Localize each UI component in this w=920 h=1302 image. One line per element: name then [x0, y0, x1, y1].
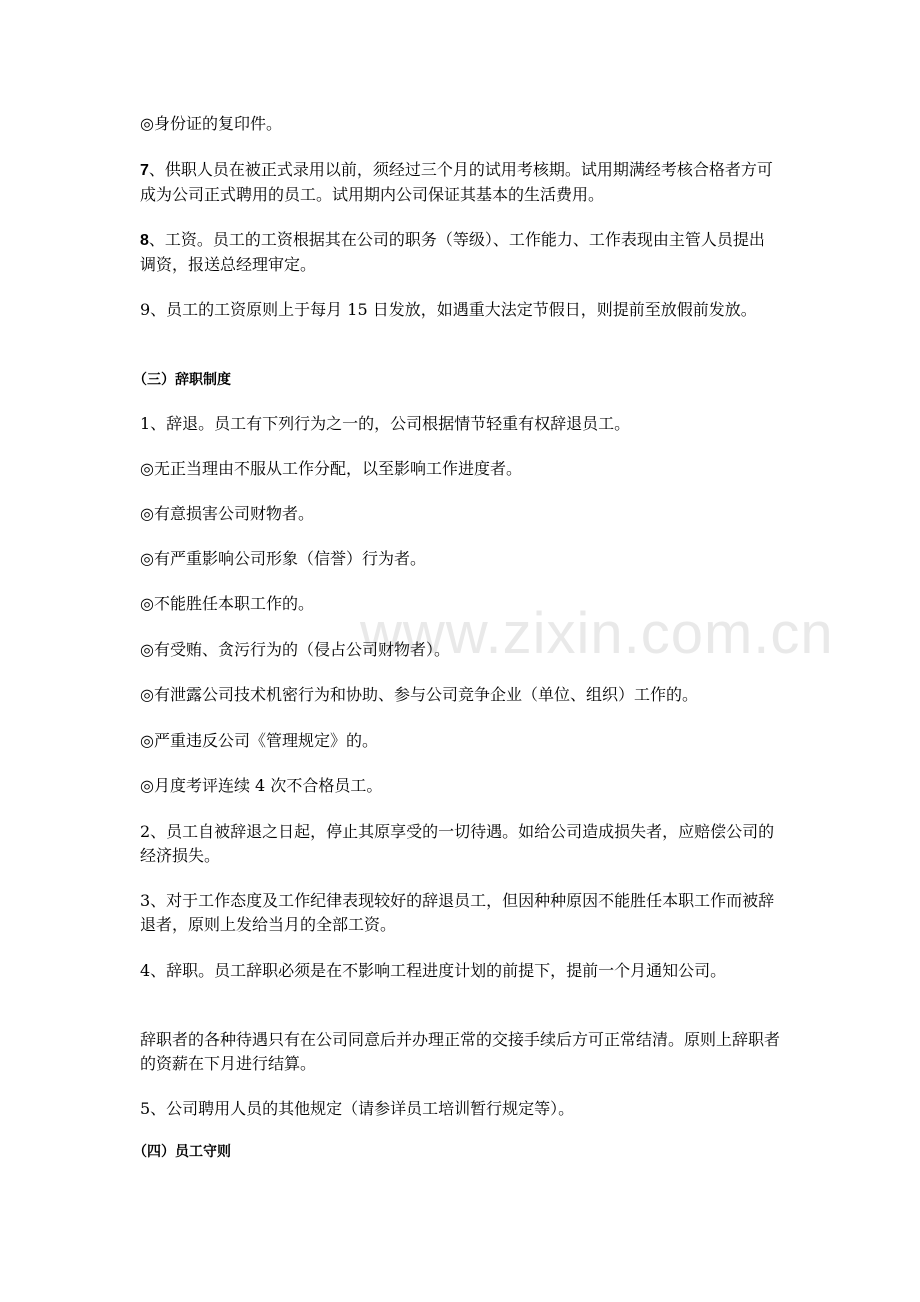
- paragraph-resignation-settlement: 辞职者的各种待遇只有在公司同意后并办理正常的交接手续后方可正常结清。原则上辞职者的资薪在下月进行结算。: [140, 1030, 781, 1073]
- paragraph-7-probation: [140, 158, 780, 207]
- watermark: www.zixin.com.cn: [360, 601, 834, 666]
- paragraph-7-text: 、供职人员在被正式录用以前，须经过三个月的试用考核期。试用期满经考核合格者方可成为公司正式聘用的员工。试用期内公司保证其基本的生活费用。: [140, 160, 773, 204]
- list-item-dismissal-reason: ◎无正当理由不服从工作分配，以至影响工作进度者。: [140, 459, 522, 478]
- paragraph-7-number: 7: [140, 162, 149, 179]
- list-item-dismissal-reason: ◎月度考评连续 4 次不合格员工。: [140, 776, 383, 795]
- paragraph-9-payday: 9、员工的工资原则上于每月 15 日发放，如遇重大法定节假日，则提前至放假前发放。: [140, 300, 757, 319]
- paragraph-resignation-4: 4、辞职。员工辞职必须是在不影响工程进度计划的前提下，提前一个月通知公司。: [140, 961, 727, 980]
- list-item-dismissal-reason: ◎有受贿、贪污行为的（侵占公司财物者）。: [140, 640, 450, 659]
- paragraph-dismissal-1: 1、辞退。员工有下列行为之一的，公司根据情节轻重有权辞退员工。: [140, 414, 631, 433]
- paragraph-dismissal-2: 2、员工自被辞退之日起，停止其原享受的一切待遇。如给公司造成损失者，应赔偿公司的经济损失。: [140, 822, 775, 865]
- paragraph-8-number: 8: [140, 232, 149, 249]
- paragraph-dismissal-3: 3、对于工作态度及工作纪律表现较好的辞退员工，但因种种原因不能胜任本职工作而被辞退者，原则上发给当月的全部工资。: [140, 891, 775, 934]
- section-heading-employee-code: （四）员工守则: [133, 1144, 231, 1160]
- list-item-dismissal-reason: ◎严重违反公司《管理规定》的。: [140, 731, 378, 750]
- paragraph-8-salary: [140, 228, 780, 277]
- paragraph-other-rules-5: 5、公司聘用人员的其他规定（请参详员工培训暂行规定等）。: [140, 1099, 575, 1118]
- paragraph-id-copy: ◎身份证的复印件。: [140, 114, 282, 133]
- list-item-dismissal-reason: ◎有意损害公司财物者。: [140, 504, 314, 523]
- list-item-dismissal-reason: ◎有严重影响公司形象（信誉）行为者。: [140, 549, 426, 568]
- list-item-dismissal-reason: ◎有泄露公司技术机密行为和协助、参与公司竞争企业（单位、组织）工作的。: [140, 685, 698, 704]
- section-heading-resignation: （三）辞职制度: [133, 372, 231, 388]
- list-item-dismissal-reason: ◎不能胜任本职工作的。: [140, 594, 314, 613]
- paragraph-8-text: 、工资。员工的工资根据其在公司的职务（等级）、工作能力、工作表现由主管人员提出调资，报送总经理审定。: [140, 230, 765, 274]
